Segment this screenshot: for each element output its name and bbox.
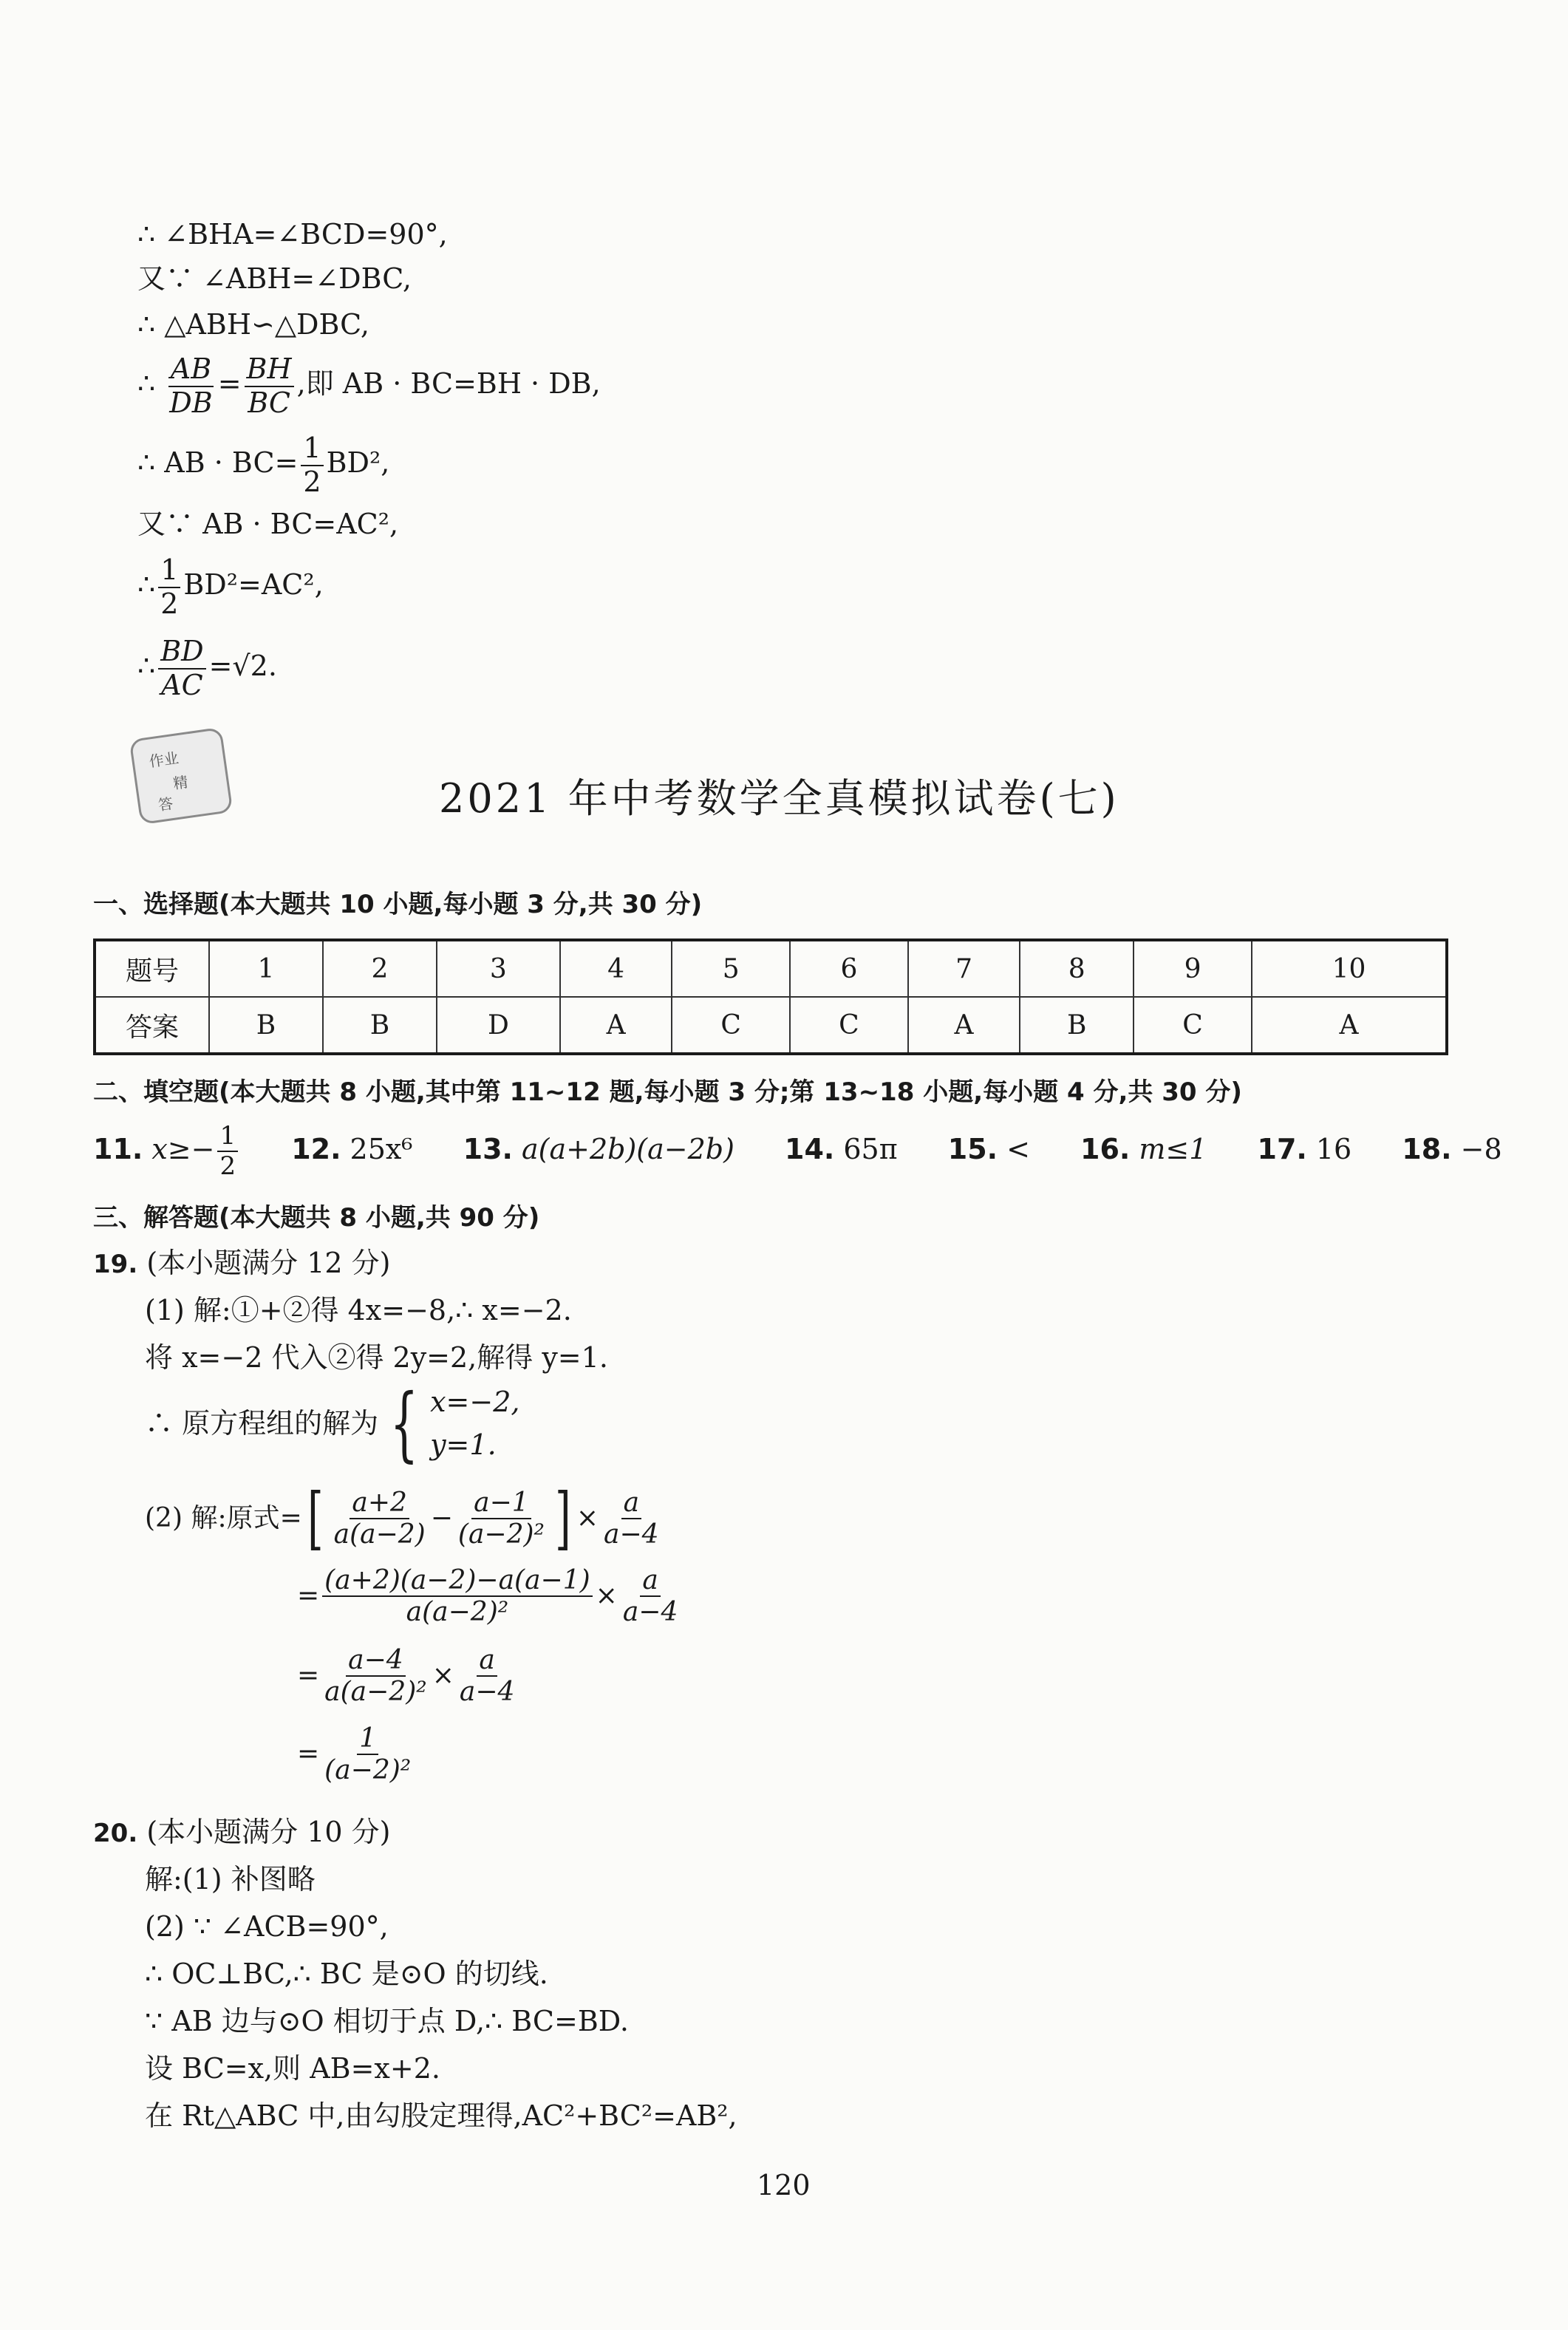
q19-part2-step4: = $\frac{1}{\text{(a−2)²}}$ xyxy=(297,1723,412,1786)
q19-part2-step2: = $\frac{(a+2)(a-2)-a(a-1)}{\text{a(a−2)²}}$ × $\frac{a}{a-4}$ xyxy=(297,1565,678,1628)
page-title: 2021 年中考数学全真模拟试卷(七) xyxy=(439,775,1119,822)
table-cell: C xyxy=(672,997,790,1054)
q20-line5: 设 BC=x,则 AB=x+2. xyxy=(145,2052,440,2085)
proof-line-5: ∴ AB · BC= $\frac{1}{2}$ BD², xyxy=(137,432,390,498)
q20-line2: (2) ∵ ∠ACB=90°, xyxy=(145,1910,389,1943)
table-cell: A xyxy=(560,997,672,1054)
q20-line1: 解:(1) 补图略 xyxy=(145,1863,316,1895)
homework-stamp-logo: 作业 精 答 xyxy=(129,727,234,825)
proof-line-4: ∴ $\frac{AB}{DB}$ = $\frac{BH}{BC}$ ,即 AB · BC=BH · DB, xyxy=(137,352,601,419)
question-20-header: 20. (本小题满分 10 分) xyxy=(93,1816,391,1848)
proof-line-8: ∴ $\frac{BD}{AC}$ =√2. xyxy=(137,635,277,701)
table-cell: B xyxy=(209,997,323,1054)
q19-part2-step1: (2) 解:原式= [ $\frac{a+2}{a(a-2)}$ − $\frac{a-1}{\text{(a−2)²}}$ ] × $\frac{a}{a-4}$ xyxy=(145,1479,659,1558)
fill-answer-14: 14. 65π xyxy=(785,1132,898,1165)
proof-line-6: 又∵ AB · BC=AC², xyxy=(137,508,399,540)
table-header-answer: 答案 xyxy=(95,997,209,1054)
fraction-bd-ac: $\frac{BD}{AC}$ xyxy=(158,636,205,701)
fraction-bh-bc: $\frac{BH}{BC}$ xyxy=(245,353,294,419)
answer-table xyxy=(93,939,1448,1055)
table-cell: 3 xyxy=(437,940,560,997)
page-number: 120 xyxy=(757,2169,811,2201)
fill-answer-16: 16. m≤1 xyxy=(1080,1132,1207,1165)
fraction-half-2: $\frac{1}{2}$ xyxy=(158,554,180,620)
proof-line-3: ∴ △ABH∽△DBC, xyxy=(137,308,369,341)
table-cell: A xyxy=(908,997,1020,1054)
table-cell: A xyxy=(1252,997,1447,1054)
question-19-header: 19. (本小题满分 12 分) xyxy=(93,1247,391,1279)
fill-answer-11: 11. x≥− $\frac{1}{2}$ xyxy=(93,1133,241,1165)
fill-answers-row xyxy=(93,1122,1544,1181)
proof-line-2: 又∵ ∠ABH=∠DBC, xyxy=(137,262,412,295)
fill-answer-13: 13. a(a+2b)(a−2b) xyxy=(463,1132,734,1165)
table-cell: 7 xyxy=(908,940,1020,997)
left-brace: { xyxy=(389,1376,419,1471)
table-cell: D xyxy=(437,997,560,1054)
section1-heading: 一、选择题(本大题共 10 小题,每小题 3 分,共 30 分) xyxy=(93,890,703,919)
fill-answer-17: 17. 16 xyxy=(1257,1132,1352,1165)
table-header-question: 题号 xyxy=(95,940,209,997)
section2-heading: 二、填空题(本大题共 8 小题,其中第 11~12 题,每小题 3 分;第 13~18 小题,每小题 4 分,共 30 分) xyxy=(93,1077,1242,1107)
fill-answer-12: 12. 25x⁶ xyxy=(291,1132,413,1165)
table-cell: B xyxy=(323,997,437,1054)
proof-line-7: ∴ $\frac{1}{2}$ BD²=AC², xyxy=(137,553,324,620)
fraction-ab-db: $\frac{AB}{DB}$ xyxy=(169,352,213,419)
proof-line-1: ∴ ∠BHA=∠BCD=90°, xyxy=(137,218,448,251)
q20-line3: ∴ OC⊥BC,∴ BC 是⊙O 的切线. xyxy=(145,1958,548,1990)
fill-answer-18: 18. −8 xyxy=(1402,1132,1502,1165)
table-cell: 1 xyxy=(209,940,323,997)
table-cell: 4 xyxy=(560,940,672,997)
table-row-answers xyxy=(95,997,1447,1054)
table-cell: 9 xyxy=(1134,940,1252,997)
table-cell: 5 xyxy=(672,940,790,997)
table-cell: C xyxy=(1134,997,1252,1054)
section3-heading: 三、解答题(本大题共 8 小题,共 90 分) xyxy=(93,1203,540,1233)
q19-part1-line1: (1) 解:①+②得 4x=−8,∴ x=−2. xyxy=(145,1294,572,1326)
table-row-questions xyxy=(95,940,1447,997)
table-cell: C xyxy=(790,997,908,1054)
q20-line4: ∵ AB 边与⊙O 相切于点 D,∴ BC=BD. xyxy=(145,2005,629,2037)
fill-answer-15: 15. < xyxy=(947,1132,1030,1165)
table-cell: 8 xyxy=(1020,940,1134,997)
table-cell: 10 xyxy=(1252,940,1447,997)
q19-part2-step3: = $\frac{a-4}{\text{a(a−2)²}}$ × $\frac{a}{a-4}$ xyxy=(297,1645,515,1708)
q19-part1-line2: 将 x=−2 代入②得 2y=2,解得 y=1. xyxy=(145,1341,608,1374)
table-cell: 6 xyxy=(790,940,908,997)
table-cell: 2 xyxy=(323,940,437,997)
q19-system-solution: ∴ 原方程组的解为 { x=−2, y=1. xyxy=(145,1376,520,1471)
q20-line6: 在 Rt△ABC 中,由勾股定理得,AC²+BC²=AB², xyxy=(145,2099,737,2132)
fraction-half: $\frac{1}{2}$ xyxy=(301,432,323,498)
table-cell: B xyxy=(1020,997,1134,1054)
